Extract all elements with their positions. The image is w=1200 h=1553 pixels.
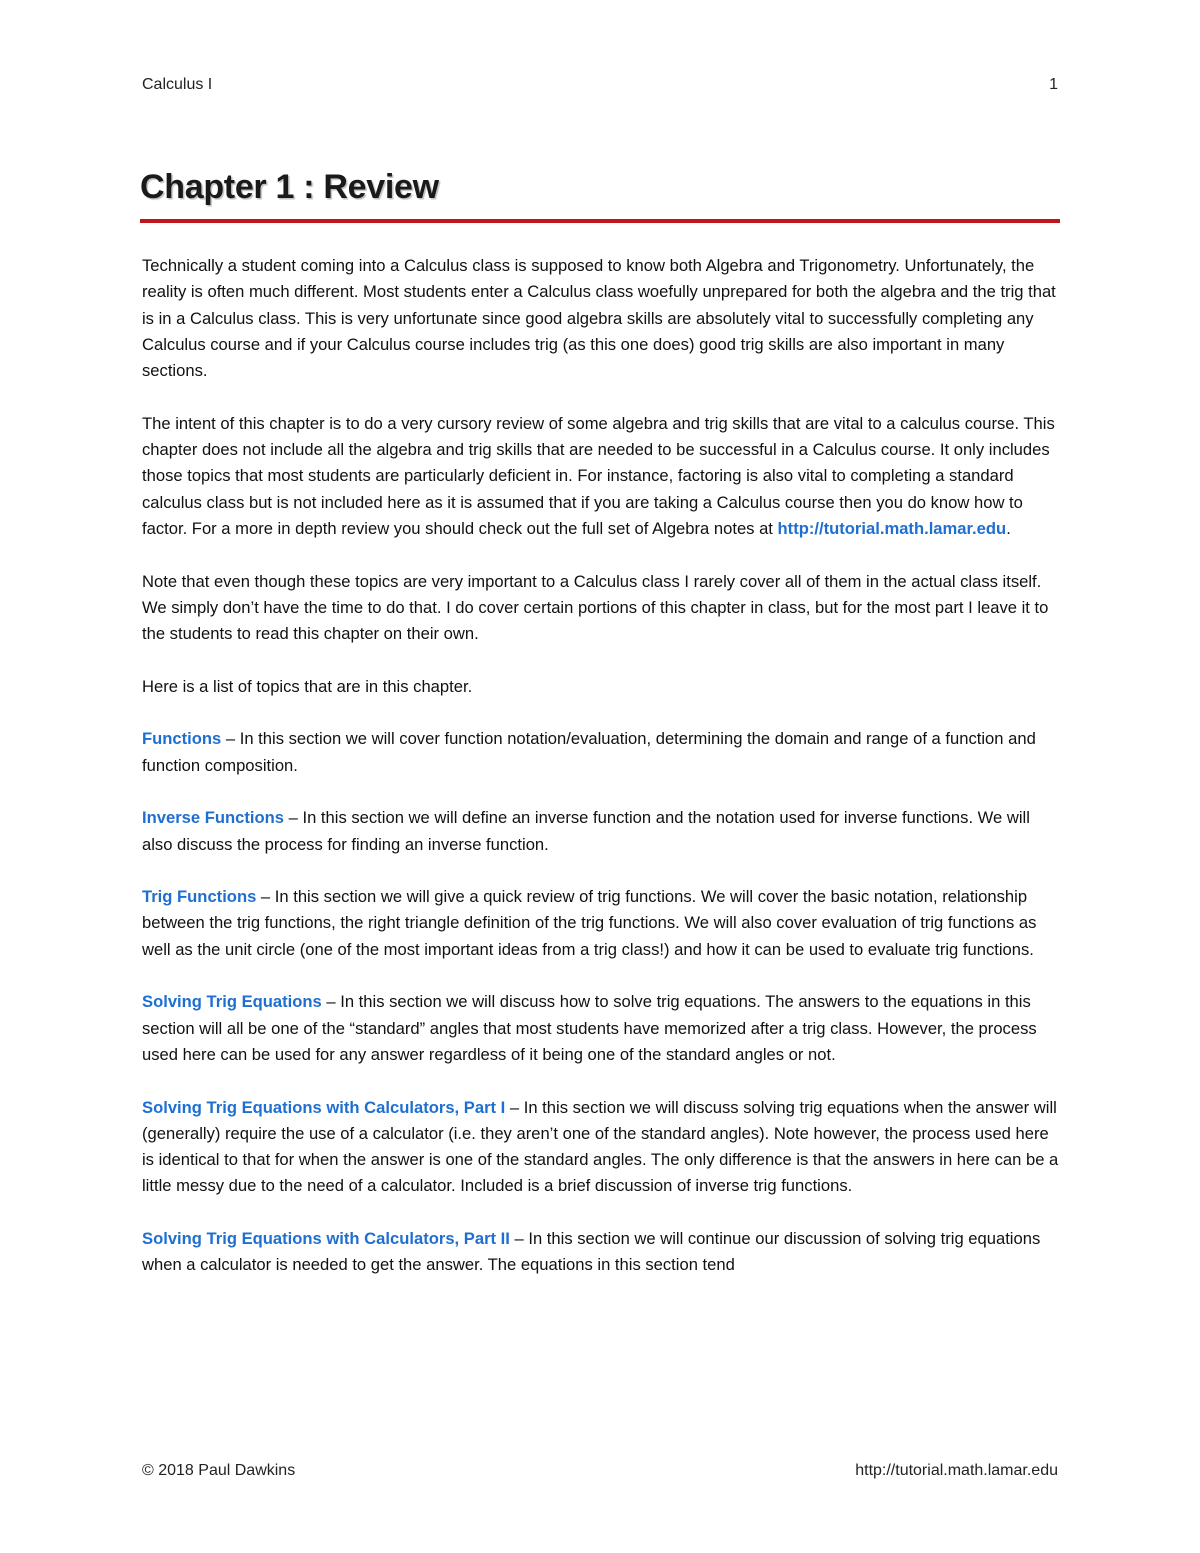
topic-link-inverse-functions[interactable]: Inverse Functions bbox=[142, 808, 285, 828]
topic-item bbox=[142, 726, 1062, 779]
intro-paragraph-1: Technically a student coming into a Calculus class is supposed to know both Algebra and Trigonometry. Unfortunately, the reality is often much different. Most students enter a Calculus class woefully unprepared for both the algebra and the trig that is in a Calculus class. This is very unfortunate since good algebra skills are absolutely vital to successfully completing any Calculus course and if your Calculus course includes trig (as this one does) good trig skills are also important in many sections. bbox=[142, 256, 1056, 381]
topic-item bbox=[142, 805, 1062, 858]
topic-link-trig-calculators-part-1[interactable]: Solving Trig Equations with Calculators, Part I bbox=[142, 1097, 506, 1117]
topic-description: – In this section we will give a quick review of trig functions. We will cover the basic notation, relationship between the trig functions, the right triangle definition of the trig functions. We will also cover evaluation of trig functions as well as the unit circle (one of the most important ideas from a trig class!) and how it can be used to evaluate trig functions. bbox=[142, 887, 1037, 959]
footer-copyright: © 2018 Paul Dawkins bbox=[142, 1462, 296, 1479]
intro-paragraph-2 bbox=[142, 411, 1062, 542]
running-header-course: Calculus I bbox=[142, 76, 213, 93]
intro-paragraph-2-text: The intent of this chapter is to do a very cursory review of some algebra and trig skills that are vital to a calculus course. This chapter does not include all the algebra and trig skills that are needed to be successful in a Calculus course. It only includes those topics that most students are particularly deficient in. For instance, factoring is also vital to completing a standard calculus class but is not included here as it is assumed that if you are taking a Calculus course then you do know how to factor. For a more in depth review you should check out the full set of Algebra notes at bbox=[142, 413, 1055, 538]
topic-description: – In this section we will define an inverse function and the notation used for inverse functions. We will also discuss the process for finding an inverse function. bbox=[142, 808, 1030, 854]
topic-description: – In this section we will discuss solving trig equations when the answer will (generally) require the use of a calculator (i.e. they aren’t one of the standard angles). Note however, the process used here is identical to that for when the answer is one of the standard angles. The only difference is that the answers in here can be a little messy due to the need of a calculator. Included is a brief discussion of inverse trig functions. bbox=[142, 1097, 1059, 1196]
algebra-notes-link[interactable]: http://tutorial.math.lamar.edu bbox=[777, 518, 1007, 538]
topic-description: – In this section we will cover function notation/evaluation, determining the domain and range of a function and function composition. bbox=[142, 729, 1036, 775]
topic-item bbox=[142, 1226, 1062, 1279]
chapter-body bbox=[142, 253, 1062, 1305]
page-number: 1 bbox=[1049, 76, 1058, 93]
topic-link-functions[interactable]: Functions bbox=[142, 729, 222, 749]
topic-link-trig-calculators-part-2[interactable]: Solving Trig Equations with Calculators, Part II bbox=[142, 1228, 510, 1248]
topic-item bbox=[142, 1095, 1062, 1200]
intro-paragraph-3: Note that even though these topics are very important to a Calculus class I rarely cover all of them in the actual class itself. We simply don’t have the time to do that. I do cover certain portions of this chapter in class, but for the most part I leave it to the students to read this chapter on their own. bbox=[142, 571, 1049, 644]
intro-paragraph-2-end: . bbox=[1006, 518, 1011, 538]
title-divider bbox=[140, 219, 1060, 223]
topic-description: – In this section we will continue our discussion of solving trig equations when a calculator is needed to get the answer. The equations in this section tend bbox=[142, 1228, 1041, 1275]
topic-link-trig-functions[interactable]: Trig Functions bbox=[142, 887, 257, 907]
topic-link-solving-trig-equations[interactable]: Solving Trig Equations bbox=[142, 992, 322, 1012]
intro-paragraph-4: Here is a list of topics that are in this chapter. bbox=[142, 676, 473, 696]
chapter-title: Chapter 1 : Review bbox=[140, 168, 439, 206]
topic-description: – In this section we will discuss how to solve trig equations. The answers to the equations in this section will all be one of the “standard” angles that most students have memorized after a trig class. However, the process used here can be used for any answer regardless of it being one of the standard angles or not. bbox=[142, 992, 1037, 1064]
footer-url-link[interactable]: http://tutorial.math.lamar.edu bbox=[855, 1462, 1058, 1479]
topic-item bbox=[142, 884, 1062, 963]
topic-item bbox=[142, 989, 1062, 1068]
